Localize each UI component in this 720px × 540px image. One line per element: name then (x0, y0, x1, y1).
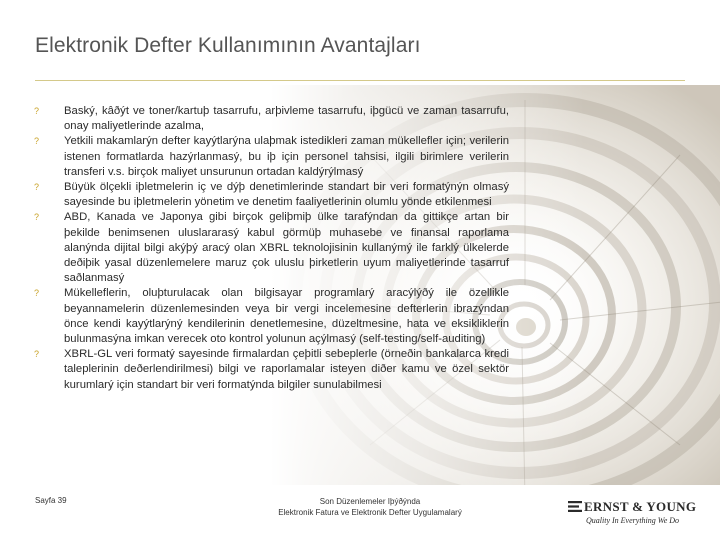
logo-tagline: Quality In Everything We Do (586, 516, 680, 525)
bullet-marker-icon: ? (34, 182, 40, 193)
bullet-marker-icon: ? (34, 349, 40, 360)
bullet-text: ABD, Kanada ve Japonya gibi birçok geliþmiþ ülke tarafýndan da gittikçe artan bir þekilde benimsenen uluslararasý kabul görmüþ muhasebe ve finansal raporlama alanýnda dijital bilgi akýþý aracý olan XBRL teknolojisinin kullanýmý ile farklý ülkelerde deðiþik yasal düzenlemelere maruz çok uluslu þirketlerin uyum maliyetlerinde tasarruf saðlanmasý (64, 211, 509, 285)
bullet-text: Mükelleflerin, oluþturulacak olan bilgisayar programlarý aracýlýðý ile özellikle beyannamelerin düzenlemesinden veya bir vergi incelemesine defterlerin ibrazýndan önce kendi kayýtlarýný kendilerinin denetlemesine, düzeltmesine, hata ve eksikliklerin bulunmasýna imkan verecek oto kontrol yolunun açýlmasý (self-testing/self-auditing) (64, 287, 509, 346)
list-item (34, 286, 509, 347)
bullet-marker-icon: ? (34, 288, 40, 299)
bullet-marker-icon: ? (34, 212, 40, 223)
title-divider (35, 80, 685, 81)
bullet-text: XBRL-GL veri formatý sayesinde firmalardan çeþitli sebeplerle (örneðin bankalarca kredi taleplerinin deðerlendirilmesi) bilgi ve raporlamalar isteyen diðer kamu ve özel sektör kurumlarý için standart bir veri formatýnda bilgiler sunulabilmesi (64, 348, 509, 391)
list-item (34, 347, 509, 393)
bullet-text: Büyük ölçekli iþletmelerin iç ve dýþ denetimlerinde standart bir veri formatýnýn olmasý sayesinde bu iþletmelerin yönetim ve denetim faaliyetlerinin olumlu yönde etkilenmesi (64, 181, 509, 209)
list-item (34, 104, 509, 134)
bullet-text: Baský, kâðýt ve toner/kartuþ tasarrufu, arþivleme tasarrufu, iþgücü ve zaman tasarrufu, onay maliyetlerinde azalma, (64, 105, 509, 133)
footer-caption (230, 496, 510, 518)
footer-line-2: Elektronik Fatura ve Elektronik Defter Uygulamalarý (278, 508, 462, 517)
logo-name: ERNST & YOUNG (584, 499, 697, 514)
page-number: Sayfa 39 (35, 496, 67, 505)
slide-title: Elektronik Defter Kullanımının Avantajları (35, 34, 421, 57)
logo-mark-icon (568, 501, 582, 513)
list-item (34, 134, 509, 180)
list-item (34, 180, 509, 210)
bullet-text: Yetkili makamlarýn defter kayýtlarýna ulaþmak istedikleri zaman mükellefler için; verilerin istenen formatlarda hazýrlanmasý, bu iþ için personel tahsisi, ilgili birimlere verilerin transferi v.s. birçok maliyet unsurunun ortadan kaldýrýlmasý (64, 135, 509, 178)
list-item (34, 210, 509, 286)
bullet-marker-icon: ? (34, 136, 40, 147)
company-logo (568, 497, 698, 531)
advantages-list (34, 104, 509, 393)
bullet-marker-icon: ? (34, 106, 40, 116)
footer-line-1: Son Düzenlemeler Iþýðýnda (319, 497, 421, 506)
